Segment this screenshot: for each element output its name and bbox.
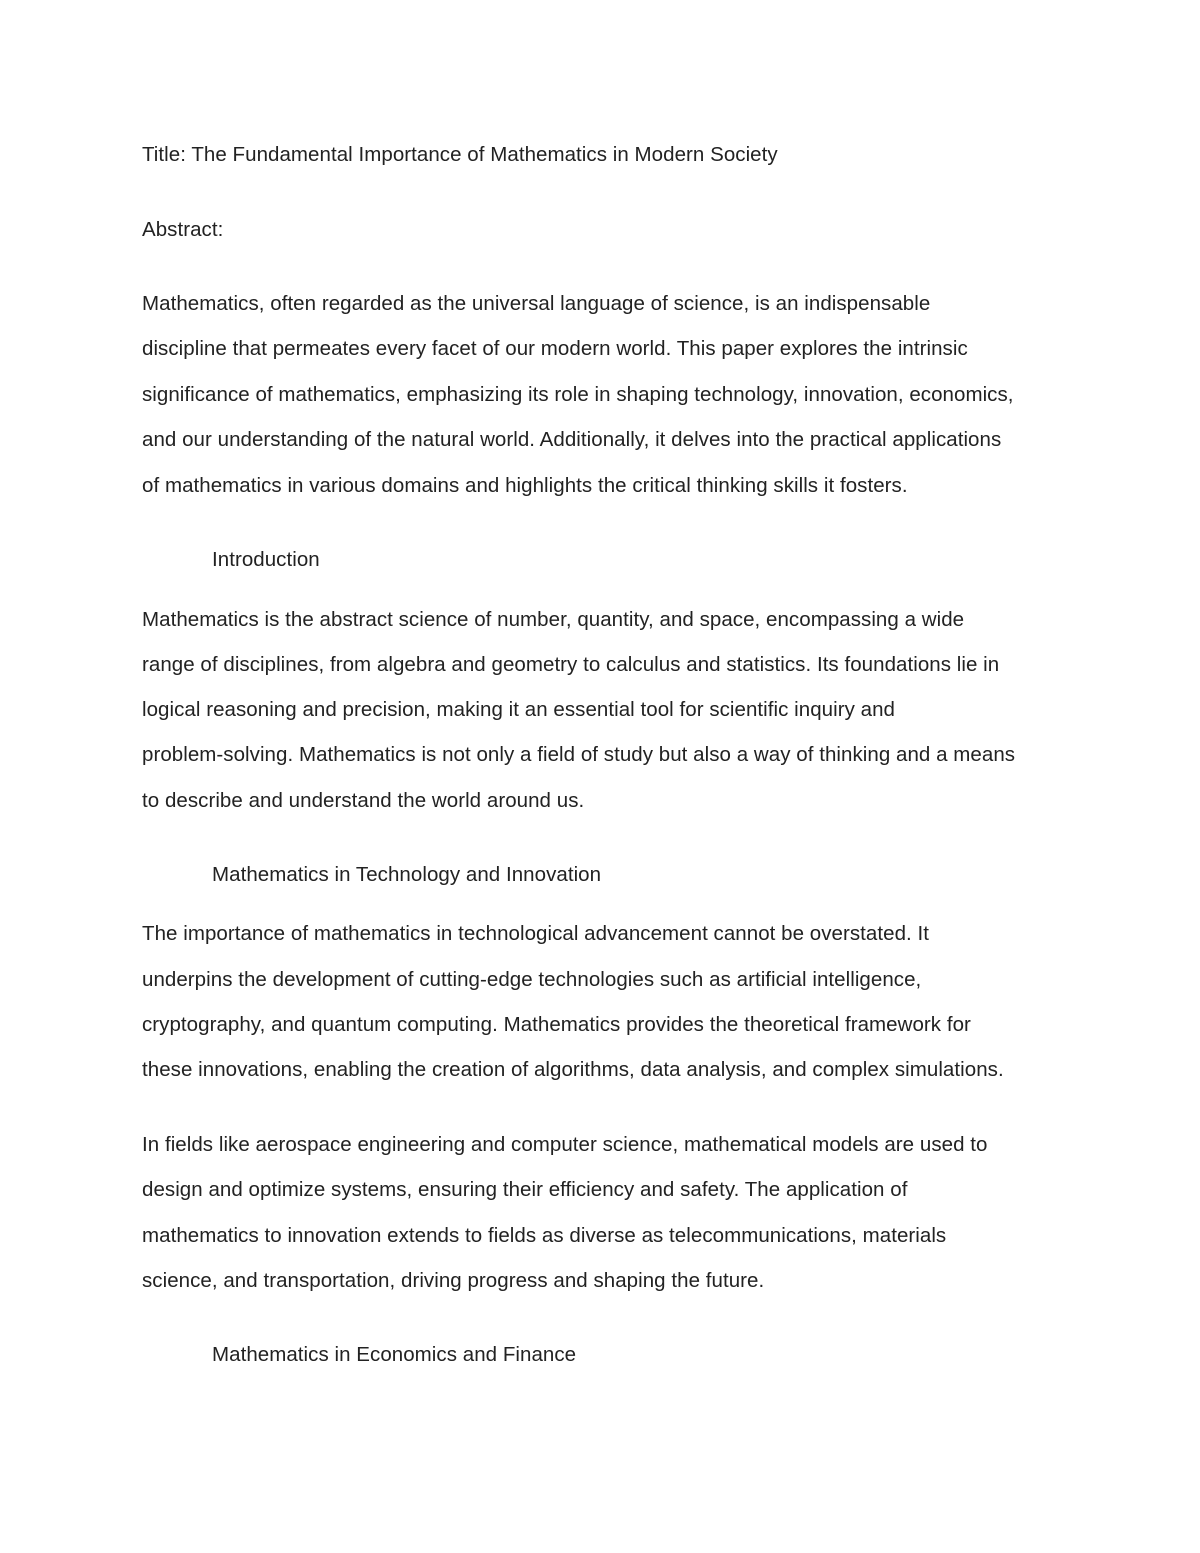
technology-line: The importance of mathematics in technological advancement cannot be overstated. It <box>142 922 930 945</box>
technology-heading: Mathematics in Technology and Innovation <box>212 863 602 886</box>
abstract-line: significance of mathematics, emphasizing its role in shaping technology, innovation, economics, <box>142 383 1014 406</box>
introduction-line: logical reasoning and precision, making it an essential tool for scientific inquiry and <box>142 698 896 721</box>
introduction-line: problem-solving. Mathematics is not only a field of study but also a way of thinking and a means <box>142 743 1016 766</box>
abstract-line: of mathematics in various domains and highlights the critical thinking skills it fosters. <box>142 474 908 497</box>
abstract-heading: Abstract: <box>142 218 224 241</box>
technology-line: underpins the development of cutting-edge technologies such as artificial intelligence, <box>142 968 922 991</box>
document-title: Title: The Fundamental Importance of Mathematics in Modern Society <box>142 143 778 166</box>
introduction-line: to describe and understand the world around us. <box>142 789 585 812</box>
introduction-line: range of disciplines, from algebra and geometry to calculus and statistics. Its foundations lie in <box>142 653 1000 676</box>
technology-line: these innovations, enabling the creation of algorithms, data analysis, and complex simulations. <box>142 1058 1004 1081</box>
abstract-line: discipline that permeates every facet of our modern world. This paper explores the intrinsic <box>142 337 968 360</box>
technology-line: science, and transportation, driving progress and shaping the future. <box>142 1269 765 1292</box>
introduction-line: Mathematics is the abstract science of number, quantity, and space, encompassing a wide <box>142 608 965 631</box>
technology-line: mathematics to innovation extends to fields as diverse as telecommunications, materials <box>142 1224 947 1247</box>
economics-heading: Mathematics in Economics and Finance <box>212 1343 577 1366</box>
technology-line: In fields like aerospace engineering and computer science, mathematical models are used to <box>142 1133 988 1156</box>
technology-line: cryptography, and quantum computing. Mathematics provides the theoretical framework for <box>142 1013 971 1036</box>
introduction-heading: Introduction <box>212 548 320 571</box>
technology-line: design and optimize systems, ensuring their efficiency and safety. The application of <box>142 1178 908 1201</box>
abstract-line: and our understanding of the natural world. Additionally, it delves into the practical applications <box>142 428 1002 451</box>
abstract-line: Mathematics, often regarded as the universal language of science, is an indispensable <box>142 292 931 315</box>
